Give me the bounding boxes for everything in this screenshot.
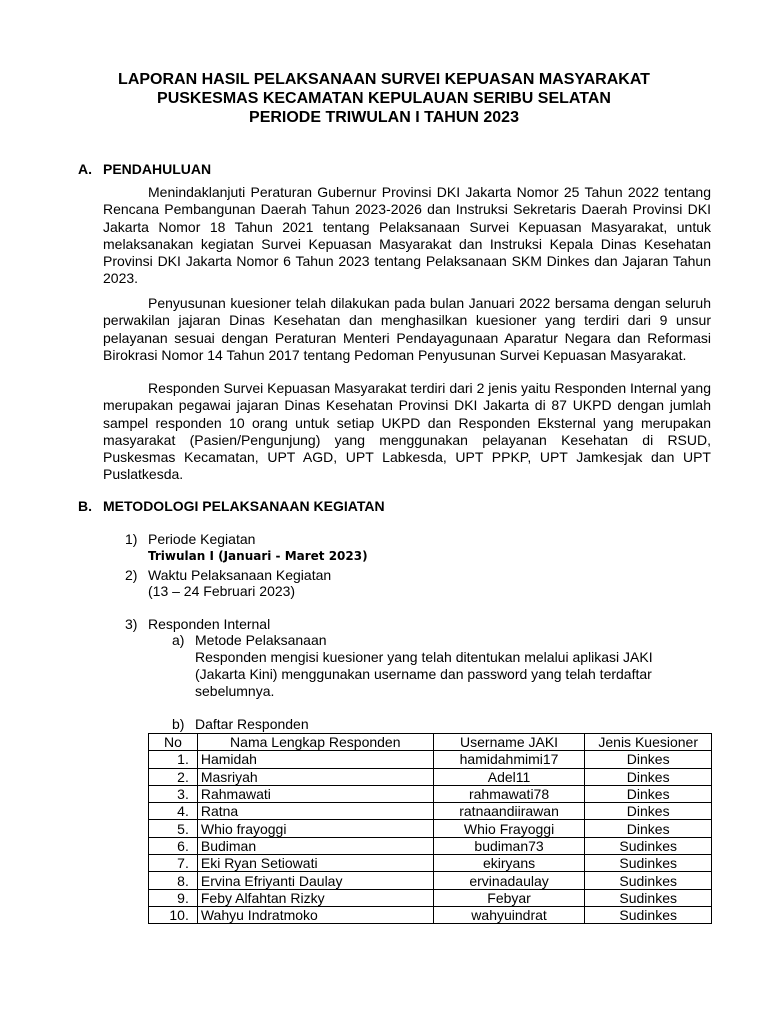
table-row: [149, 768, 712, 785]
table-row: [149, 855, 712, 872]
table-row: [149, 785, 712, 802]
table-row: [149, 906, 712, 923]
item-3-label: Responden Internal: [148, 616, 271, 632]
cell-no: 4.: [149, 803, 198, 820]
cell-type: Sudinkes: [585, 906, 712, 923]
table-row: [149, 751, 712, 768]
cell-no: 1.: [149, 751, 198, 768]
item-1-number: 1): [125, 531, 138, 547]
cell-name: Wahyu Indratmoko: [197, 906, 433, 923]
sub-a-label: Metode Pelaksanaan: [195, 632, 327, 648]
item-2-number: 2): [125, 567, 138, 583]
cell-no: 2.: [149, 768, 198, 785]
cell-type: Sudinkes: [585, 855, 712, 872]
cell-username: budiman73: [433, 837, 585, 854]
item-2-value: (13 – 24 Februari 2023): [148, 583, 296, 599]
cell-no: 5.: [149, 820, 198, 837]
section-a-label: A.: [78, 161, 92, 177]
cell-username: Whio Frayoggi: [433, 820, 585, 837]
cell-name: Eki Ryan Setiowati: [197, 855, 433, 872]
table-header-row: [149, 734, 712, 751]
table-row: [149, 803, 712, 820]
cell-username: rahmawati78: [433, 785, 585, 802]
header-questionnaire-type: Jenis Kuesioner: [585, 734, 712, 751]
cell-type: Dinkes: [585, 803, 712, 820]
cell-name: Ratna: [197, 803, 433, 820]
sub-a-number: a): [172, 632, 185, 648]
cell-name: Feby Alfahtan Rizky: [197, 889, 433, 906]
cell-username: ratnaandiirawan: [433, 803, 585, 820]
item-1-value: Triwulan I (Januari - Maret 2023): [148, 549, 368, 563]
cell-username: Adel11: [433, 768, 585, 785]
section-a-heading: PENDAHULUAN: [103, 161, 212, 177]
cell-type: Sudinkes: [585, 837, 712, 854]
report-title-line-2: PUSKESMAS KECAMATAN KEPULAUAN SERIBU SELATAN: [157, 90, 611, 107]
table-row: [149, 820, 712, 837]
paragraph-3: Responden Survei Kepuasan Masyarakat terdiri dari 2 jenis yaitu Responden Internal yang merupakan pegawai jajaran Dinas Kesehatan Provinsi DKI Jakarta di 87 UKPD dengan jumlah sampel responden 10 orang untuk setiap UKPD dan Responden Eksternal yang merupakan masyarakat (Pasien/Pengunjung) yang menggunakan pelayanan Kesehatan di RSUD, Puskesmas Kecamatan, UPT AGD, UPT Labkesda, UPT PPKP, UPT Jamkesjak dan UPT Puslatkesda.: [103, 380, 711, 483]
respondent-table: [148, 733, 712, 924]
cell-username: ervinadaulay: [433, 872, 585, 889]
cell-username: Febyar: [433, 889, 585, 906]
cell-name: Hamidah: [197, 751, 433, 768]
header-username: Username JAKI: [433, 734, 585, 751]
item-2-label: Waktu Pelaksanaan Kegiatan: [148, 567, 332, 583]
sub-a-text-line-3: sebelumnya.: [195, 683, 275, 699]
cell-username: hamidahmimi17: [433, 751, 585, 768]
cell-name: Masriyah: [197, 768, 433, 785]
cell-no: 9.: [149, 889, 198, 906]
header-no: No: [149, 734, 198, 751]
cell-type: Dinkes: [585, 768, 712, 785]
item-3-number: 3): [125, 616, 138, 632]
sub-a-text-line-2: (Jakarta Kini) menggunakan username dan password yang telah terdaftar: [195, 666, 652, 682]
report-title-line-3: PERIODE TRIWULAN I TAHUN 2023: [249, 109, 519, 126]
paragraph-1: Menindaklanjuti Peraturan Gubernur Provinsi DKI Jakarta Nomor 25 Tahun 2022 tentang Rencana Pembangunan Daerah Tahun 2023-2026 dan Instruksi Sekretaris Daerah Provinsi DKI Jakarta Nomor 18 Tahun 2021 tentang Pelaksanaan Survei Kepuasan Masyarakat, untuk melaksanakan kegiatan Survei Kepuasan Masyarakat dan Instruksi Kepala Dinas Kesehatan Provinsi DKI Jakarta Nomor 6 Tahun 2023 tentang Pelaksanaan SKM Dinkes dan Jajaran Tahun 2023.: [103, 184, 711, 287]
cell-name: Budiman: [197, 837, 433, 854]
section-b-heading: METODOLOGI PELAKSANAAN KEGIATAN: [103, 498, 385, 514]
cell-username: ekiryans: [433, 855, 585, 872]
cell-type: Sudinkes: [585, 889, 712, 906]
cell-no: 3.: [149, 785, 198, 802]
cell-no: 7.: [149, 855, 198, 872]
cell-type: Sudinkes: [585, 872, 712, 889]
cell-username: wahyuindrat: [433, 906, 585, 923]
section-b-label: B.: [78, 498, 92, 514]
cell-type: Dinkes: [585, 820, 712, 837]
cell-type: Dinkes: [585, 785, 712, 802]
sub-a-text-line-1: Responden mengisi kuesioner yang telah ditentukan melalui aplikasi JAKI: [195, 649, 653, 665]
table-row: [149, 889, 712, 906]
report-title-line-1: LAPORAN HASIL PELAKSANAAN SURVEI KEPUASAN MASYARAKAT: [118, 71, 650, 88]
cell-type: Dinkes: [585, 751, 712, 768]
header-name: Nama Lengkap Responden: [197, 734, 433, 751]
table-row: [149, 872, 712, 889]
cell-name: Whio frayoggi: [197, 820, 433, 837]
sub-b-number: b): [172, 716, 185, 732]
cell-name: Ervina Efriyanti Daulay: [197, 872, 433, 889]
paragraph-2: Penyusunan kuesioner telah dilakukan pada bulan Januari 2022 bersama dengan seluruh perwakilan jajaran Dinas Kesehatan dan menghasilkan kuesioner yang terdiri dari 9 unsur pelayanan sesuai dengan Peraturan Menteri Pendayagunaan Aparatur Negara dan Reformasi Birokrasi Nomor 14 Tahun 2017 tentang Pedoman Penyusunan Survei Kepuasan Masyarakat.: [103, 295, 711, 363]
cell-name: Rahmawati: [197, 785, 433, 802]
item-1-label: Periode Kegiatan: [148, 531, 256, 547]
cell-no: 8.: [149, 872, 198, 889]
sub-b-label: Daftar Responden: [195, 716, 309, 732]
table-row: [149, 837, 712, 854]
cell-no: 6.: [149, 837, 198, 854]
cell-no: 10.: [149, 906, 198, 923]
